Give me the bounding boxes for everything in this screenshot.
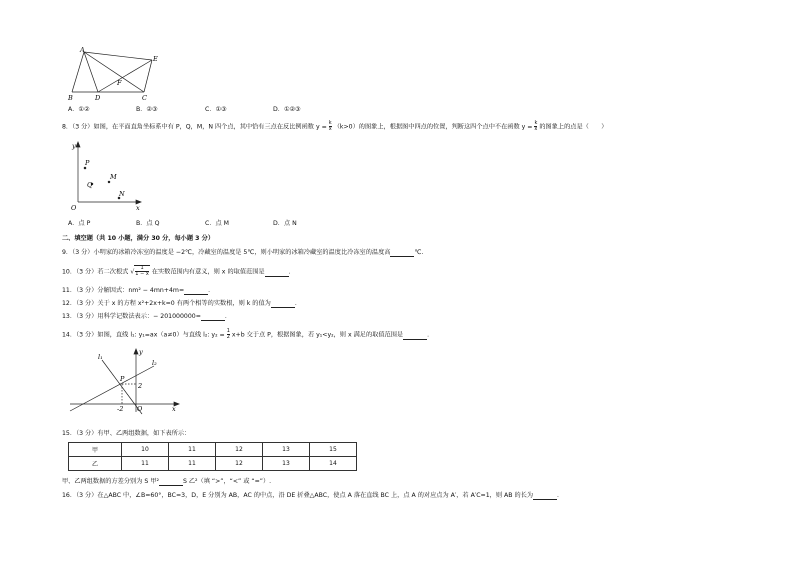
q10-suffix: 在实数范围内有意义，则 x 的取值范围是	[151, 268, 265, 276]
fig14-label-2: 2	[138, 382, 143, 390]
table-cell: 12	[216, 443, 263, 457]
table-cell: 11	[169, 457, 216, 471]
q14-fraction	[227, 329, 230, 340]
table-cell: 13	[263, 457, 310, 471]
q8-suffix: 的图象上的点是（ ）	[539, 123, 608, 131]
q15b-prefix: 甲、乙两组数据的方差分别为 S 甲²	[62, 478, 159, 485]
q8-frac-den: x	[328, 126, 332, 132]
fig8-label-p: P	[85, 159, 90, 167]
q8-middle: （k>0）的图象上，根据图中四点的位置，判断这四个点中不在函数	[333, 123, 520, 131]
q8-frac2-den: x	[534, 126, 538, 132]
segment-de	[98, 60, 152, 92]
fig8-label-x: x	[136, 204, 140, 212]
fig14-label-p: P	[120, 375, 125, 383]
y-arrow-icon	[76, 142, 80, 147]
q7-option-b[interactable]: B．②③	[136, 106, 158, 113]
q7-option-d[interactable]: D．①②③	[273, 106, 301, 113]
fig7-label-e: E	[153, 55, 158, 63]
q14-suffix: x+b 交于点 P，根据图象，若 y₁<y₂，则 x 满足的取值范围是	[231, 331, 404, 339]
q10-radicand	[134, 265, 150, 277]
table-cell: 甲	[69, 443, 122, 457]
sqrt-icon: √	[130, 268, 135, 276]
question-11: 11．（3 分）分解因式：nm² − 4mn+4m= ．	[62, 287, 215, 294]
q9-text: 9．（3 分）小明家的冰箱冷冻室的温度是 −2℃，冷藏室的温度是 5℃，则小明家的冰箱冷藏室的温度比冷冻室的温度高	[62, 249, 391, 256]
q15b-middle: S 乙²（填 “>”，“<” 或 “=”）.	[182, 478, 272, 485]
table-row	[69, 457, 357, 471]
section-2-heading: 二、填空题（共 10 小题，满分 30 分，每小题 3 分）	[62, 235, 215, 242]
q8-coordinate-figure	[66, 140, 146, 214]
q14-lines-figure	[66, 346, 182, 416]
q7-option-c[interactable]: C．①③	[205, 106, 227, 113]
question-14: 14．（3 分）如图，直线 l₁: y₁=ax（a≠0）与直线 l₂: y₂ = $\frac{1}{2}$ x+b 交于点 P，根据图象，若 y₁<y₂，则 x 满足的取值范围是 ．	[62, 328, 434, 340]
point-m	[108, 181, 110, 183]
segment-ec	[144, 60, 152, 92]
q14-frac-den: 2	[226, 334, 230, 340]
table-cell: 12	[216, 457, 263, 471]
table-cell: 10	[122, 443, 169, 457]
table-cell: 11	[122, 457, 169, 471]
q8-option-c[interactable]: C．点 M	[205, 220, 230, 227]
segment-ab	[72, 52, 84, 92]
q13-answer-blank[interactable]	[201, 314, 225, 321]
fig14-label-x: x	[172, 405, 176, 413]
q8-option-b[interactable]: B．点 Q	[136, 220, 160, 227]
q8-frac2-num: k	[534, 120, 538, 126]
fig7-label-d: D	[95, 94, 101, 102]
table-cell: 13	[263, 443, 310, 457]
fig14-label-o: O	[137, 405, 143, 413]
question-10: 10．（3 分）若二次根式 √ $\frac{1}{1 - x}$ 在实数范围内有意义，则 x 的取值范围是 ．	[62, 265, 295, 277]
fig8-label-y: y	[72, 142, 76, 150]
fig14-label-neg2: -2	[117, 405, 124, 413]
q8-fraction	[329, 121, 332, 132]
q11-answer-blank[interactable]	[184, 288, 208, 295]
table-cell: 乙	[69, 457, 122, 471]
q9-unit: ℃.	[414, 249, 424, 256]
table-cell: 11	[169, 443, 216, 457]
q15-data-table	[68, 442, 357, 471]
q9-answer-blank[interactable]	[390, 250, 414, 257]
q10-answer-blank[interactable]	[265, 270, 289, 277]
fig14-label-l1: l₁	[98, 353, 103, 361]
question-9	[62, 249, 423, 257]
fig8-label-n: N	[119, 190, 125, 198]
question-13: 13．（3 分）用科学记数法表示：− 201000000= ．	[62, 313, 232, 320]
segment-ad	[84, 52, 98, 92]
q10-prefix: 10．（3 分）若二次根式	[62, 268, 129, 276]
point-p	[84, 167, 86, 169]
q14-prefix: 14．（3 分）如图，直线 l₁: y₁=ax（a≠0）与直线 l₂: y₂ =	[62, 331, 225, 339]
fig8-label-m: M	[110, 173, 117, 181]
q13-text: 13．（3 分）用科学记数法表示：− 201000000=	[62, 313, 201, 320]
q16-text: 16．（3 分）在△ABC 中，∠B=60°，BC=3，D，E 分别为 AB，AC 的中点，沿 DE 折叠△ABC，使点 A 落在直线 BC 上，点 A 的对应点为 A′，若 A′C=1，则 AB 的长为	[62, 492, 534, 499]
question-16: 16．（3 分）在△ABC 中，∠B=60°，BC=3，D，E 分别为 AB，AC 的中点，沿 DE 折叠△ABC，使点 A 落在直线 BC 上，点 A 的对应点为 A′，若 A′C=1，则 AB 的长为 ．	[62, 492, 564, 499]
q7-option-a[interactable]: A．①②	[68, 106, 90, 113]
q8-fraction-2	[534, 121, 537, 132]
table-cell: 15	[310, 443, 357, 457]
table-cell: 14	[310, 457, 357, 471]
fig8-label-q: Q	[87, 181, 93, 189]
q8-func-lhs: y =	[315, 123, 327, 131]
fig14-label-y: y	[139, 348, 143, 356]
q12-answer-blank[interactable]	[271, 301, 295, 308]
question-8	[62, 121, 607, 132]
q10-rad-num: 1	[135, 266, 149, 272]
q8-option-a[interactable]: A．点 P	[68, 220, 91, 227]
fig7-label-f: F	[117, 79, 122, 87]
fig8-label-o: O	[71, 204, 77, 212]
fig7-label-b: B	[68, 94, 73, 102]
table-row	[69, 443, 357, 457]
q10-rad-den: 1 − x	[135, 271, 149, 277]
q8-frac-num: k	[328, 120, 332, 126]
q8-option-d[interactable]: D．点 N	[273, 220, 297, 227]
question-15: 15．（3 分）有甲、乙两组数据，如下表所示：	[62, 430, 191, 437]
q7-triangle-figure	[62, 44, 172, 102]
q12-text: 12．（3 分）关于 x 的方程 x²+2x+k=0 有两个相等的实数根，则 k 的值为	[62, 300, 271, 307]
fig7-label-c: C	[142, 94, 147, 102]
q8-func2-lhs: y =	[521, 123, 533, 131]
fig7-label-a: A	[80, 46, 85, 54]
q14-answer-blank[interactable]	[403, 333, 427, 340]
q8-prefix: 8．（3 分）如图，在平面直角坐标系中有 P，Q，M，N 四个点，其中恰有三点在反比例函数	[62, 123, 314, 131]
q14-frac-num: 1	[226, 328, 230, 334]
q15-answer-blank[interactable]	[159, 479, 183, 486]
y-arrow-icon	[134, 349, 138, 354]
question-15-variance	[62, 478, 271, 486]
question-12: 12．（3 分）关于 x 的方程 x²+2x+k=0 有两个相等的实数根，则 k 的值为 ．	[62, 300, 302, 307]
q16-answer-blank[interactable]	[533, 493, 557, 500]
fig14-label-l2: l₂	[152, 359, 157, 367]
q11-text: 11．（3 分）分解因式：nm² − 4mn+4m=	[62, 287, 185, 294]
